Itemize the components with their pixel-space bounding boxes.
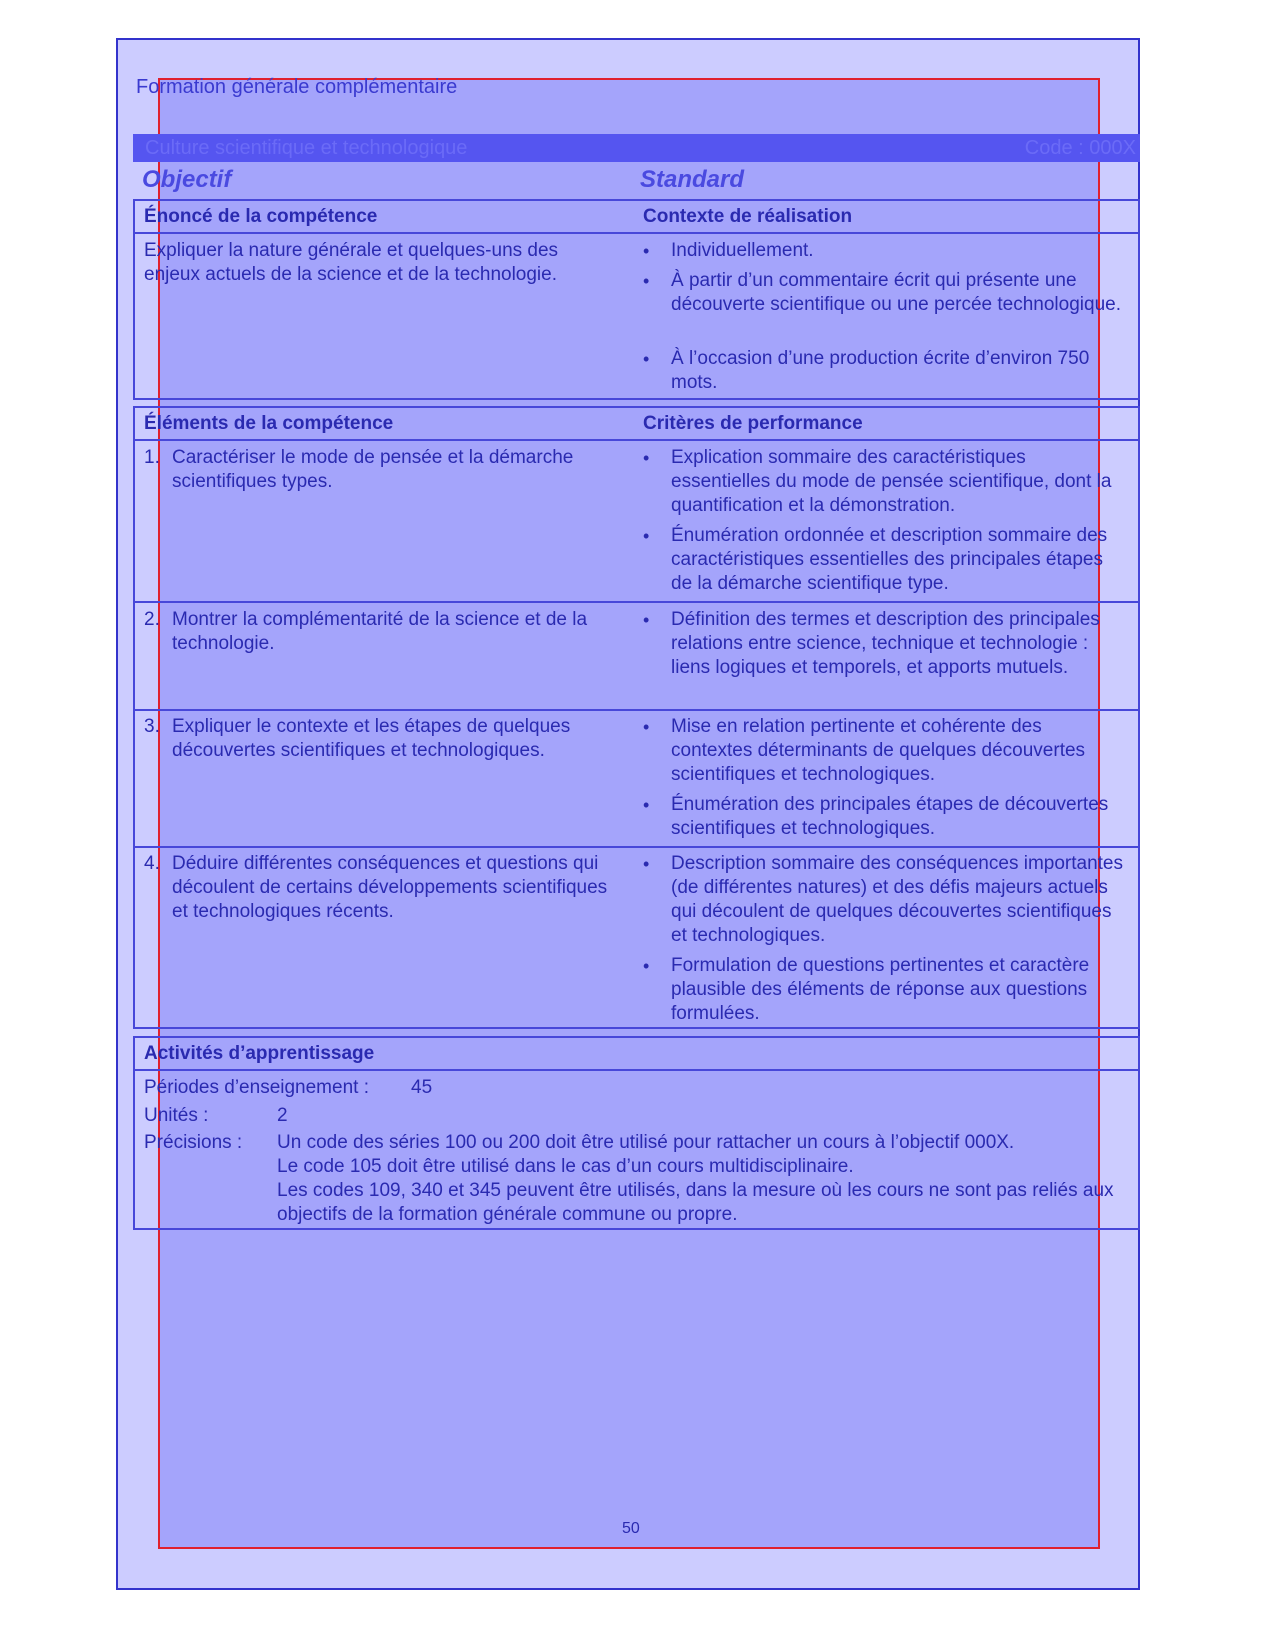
contexte-heading: Contexte de réalisation bbox=[643, 206, 853, 227]
elements-section-header bbox=[135, 408, 1138, 441]
elements-heading: Éléments de la compétence bbox=[144, 413, 394, 434]
precisions-line: Un code des séries 100 ou 200 doit être utilisé pour rattacher un cours à l’objectif 000X. bbox=[277, 1132, 1015, 1153]
banner-title: Culture scientifique et technologique bbox=[145, 137, 468, 159]
page-header-title: Formation générale complémentaire bbox=[136, 76, 458, 98]
criteres-heading: Critères de performance bbox=[643, 413, 863, 434]
enonce-heading: Énoncé de la compétence bbox=[144, 206, 378, 227]
periodes-label: Périodes d’enseignement : bbox=[144, 1077, 369, 1098]
competence-section-header bbox=[135, 201, 1138, 234]
bullet-icon: • bbox=[643, 271, 650, 291]
bullet-icon: • bbox=[643, 448, 650, 468]
bullet-icon: • bbox=[643, 956, 650, 976]
bullet-icon: • bbox=[643, 349, 650, 369]
unites-value: 2 bbox=[277, 1105, 288, 1126]
element-number: 3. bbox=[144, 716, 160, 737]
precisions-line: Le code 105 doit être utilisé dans le cas d’un cours multidisciplinaire. bbox=[277, 1156, 854, 1177]
bullet-icon: • bbox=[643, 526, 650, 546]
enonce-text: Expliquer la nature générale et quelques-uns des enjeux actuels de la science et de la technologie. bbox=[144, 240, 559, 285]
precisions-line: Les codes 109, 340 et 345 peuvent être utilisés, dans la mesure où les cours ne sont pas reliés aux objectifs de la formation générale commune ou propre. bbox=[277, 1180, 1114, 1225]
critere-item: Définition des termes et description des principales relations entre science, technique et technologie : liens logiques et temporels, et apports mutuels. bbox=[671, 609, 1100, 678]
element-number: 2. bbox=[144, 609, 160, 630]
bullet-icon: • bbox=[643, 854, 650, 874]
unites-label: Unités : bbox=[144, 1105, 209, 1126]
activites-heading: Activités d’apprentissage bbox=[144, 1043, 375, 1064]
activites-section bbox=[133, 1036, 1140, 1230]
contexte-item: Individuellement. bbox=[671, 240, 814, 261]
bullet-icon: • bbox=[643, 717, 650, 737]
row-divider bbox=[135, 846, 1138, 848]
element-text: Caractériser le mode de pensée et la démarche scientifiques types. bbox=[172, 447, 574, 492]
competence-section bbox=[133, 199, 1140, 400]
objectif-label: Objectif bbox=[142, 166, 232, 193]
elements-section bbox=[133, 406, 1140, 1029]
activites-section-header bbox=[135, 1038, 1138, 1071]
critere-item: Explication sommaire des caractéristiques essentielles du mode de pensée scientifique, dont la quantification et la démonstration. bbox=[671, 447, 1112, 516]
element-number: 1. bbox=[144, 447, 160, 468]
critere-item: Description sommaire des conséquences importantes (de différentes natures) et des défis majeurs actuels qui découlent de quelques découvertes scientifiques et technologiques. bbox=[671, 853, 1123, 946]
contexte-item: À partir d’un commentaire écrit qui présente une découverte scientifique ou une percée technologique. bbox=[671, 270, 1121, 315]
bullet-icon: • bbox=[643, 610, 650, 630]
bullet-icon: • bbox=[643, 241, 650, 261]
standard-label: Standard bbox=[640, 166, 745, 193]
critere-item: Formulation de questions pertinentes et caractère plausible des éléments de réponse aux questions formulées. bbox=[671, 955, 1090, 1024]
row-divider bbox=[135, 709, 1138, 711]
precisions-label: Précisions : bbox=[144, 1132, 243, 1153]
element-text: Expliquer le contexte et les étapes de quelques découvertes scientifiques et technologiques. bbox=[172, 716, 571, 761]
bullet-icon: • bbox=[643, 795, 650, 815]
banner-code: Code : 000X bbox=[1024, 137, 1136, 159]
page-number: 50 bbox=[622, 1520, 640, 1537]
element-text: Déduire différentes conséquences et questions qui découlent de certains développements scientifiques et technologiques récents. bbox=[172, 853, 608, 922]
periodes-value: 45 bbox=[411, 1077, 433, 1098]
critere-item: Énumération ordonnée et description sommaire des caractéristiques essentielles des principales étapes de la démarche scientifique type. bbox=[671, 525, 1108, 594]
banner-bar bbox=[133, 134, 1140, 162]
critere-item: Mise en relation pertinente et cohérente des contextes déterminants de quelques découvertes scientifiques et technologiques. bbox=[671, 716, 1086, 785]
element-text: Montrer la complémentarité de la science et de la technologie. bbox=[172, 609, 588, 654]
contexte-item: À l’occasion d’une production écrite d’environ 750 mots. bbox=[671, 348, 1090, 393]
row-divider bbox=[135, 601, 1138, 603]
critere-item: Énumération des principales étapes de découvertes scientifiques et technologiques. bbox=[671, 794, 1109, 839]
element-number: 4. bbox=[144, 853, 160, 874]
